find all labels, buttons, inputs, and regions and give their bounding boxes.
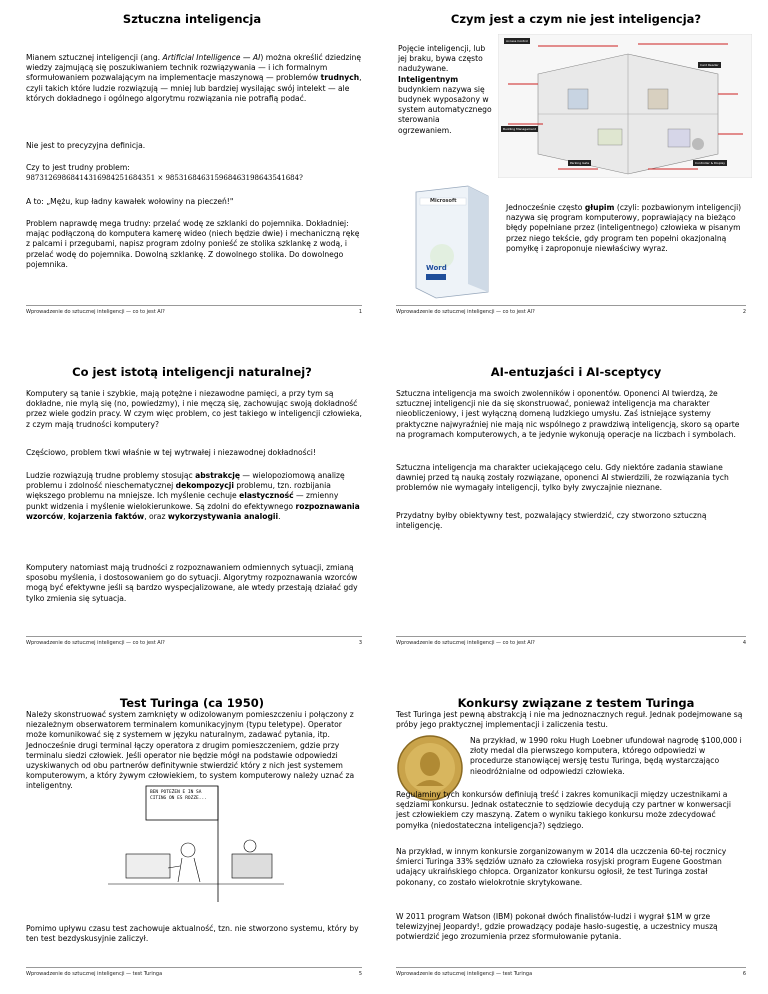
cartoon-caption: BEN POTEŻEN E IN SA CITING ON ES ROZZE... bbox=[150, 790, 207, 801]
footer: Wprowadzenie do sztucznej inteligencji — test Turinga 6 bbox=[396, 967, 746, 977]
slide-5 bbox=[0, 662, 384, 993]
footer: Wprowadzenie do sztucznej inteligencji — co to jest AI? 4 bbox=[396, 636, 746, 646]
building-label: Card Reader bbox=[700, 63, 719, 67]
paragraph: A to: „Mężu, kup ładny kawałek wołowiny na pieczeń!" bbox=[26, 197, 234, 206]
building-label: Building Management bbox=[503, 127, 536, 131]
slide-title: AI-entuzjaści i AI-sceptycy bbox=[490, 365, 662, 379]
slide-2 bbox=[384, 0, 768, 331]
paragraph: Na przykład, w innym konkursie zorganizowanym w 2014 dla uczczenia 60-tej rocznicy śmierci Turinga 33% sędziów uznało za człowieka rosyjski program Eugene Goostman udający ukraińskiego chłopca. Organizator konkursu ogłosił, że test Turinga został pokonany, co zostało wielokrotnie skrytykowane. bbox=[396, 847, 727, 887]
paragraph: Na przykład, w 1990 roku Hugh Loebner ufundował nagrodę $100,000 i złoty medal dla pierwszego komputera, którego odpowiedzi w procedurze stanowiącej wersję testu Turinga, będą wystarczająco nieodróżnialne od odpowiedzi człowieka. bbox=[470, 736, 742, 776]
paragraph: Test Turinga jest pewną abstrakcją i nie ma jednoznacznych reguł. Jednak podejmowane są próby jego praktycznej implementacji i zaliczenia testu. bbox=[396, 710, 743, 730]
paragraph: Regulaminy tych konkursów definiują treść i zakres komunikacji między uczestnikami a sędziami konkursu. Jednak ostatecznie to sędziowie decydują czy partner w konwersacji jest człowiekiem czy maszyną. Zatem o wyniku takiego konkursu może zdecydować pomyłka (niedostateczna inteligencja?) sędziego. bbox=[396, 790, 731, 830]
word-box-image bbox=[404, 184, 496, 300]
slide-title: Test Turinga (ca 1950) bbox=[119, 696, 265, 710]
word-box-product: Word bbox=[426, 264, 447, 272]
paragraph: Czy to jest trudny problem: 98731269868414316984251684351 × 98531684631596846319864354168​4? bbox=[26, 163, 303, 183]
footer: Wprowadzenie do sztucznej inteligencji — co to jest AI? 3 bbox=[26, 636, 362, 646]
paragraph: Nie jest to precyzyjna definicja. bbox=[26, 141, 146, 150]
footer: Wprowadzenie do sztucznej inteligencji — test Turinga 5 bbox=[26, 967, 362, 977]
paragraph: Należy skonstruować system zamknięty w odizolowanym pomieszczeniu i połączony z niezależnym obserwatorem terminalem komunikacyjnym (typu teletype). Operator może komunikować się z systemem w języku naturalnym, zadawać pytania, itp. Jednocześnie drugi terminal łączy operatora z drugim pomieszczeniem, gdzie przy terminalu siedzi człowiek. Jeśli operator nie będzie mógł na podstawie odpowiedzi uzyskiwanych od obu partnerów definitywnie stwierdzić który z nich jest systemem komputerowym, a który żywym człowiekiem, to system komputerowy należy uznać za inteligentny. bbox=[26, 710, 355, 791]
slide-6 bbox=[384, 662, 768, 993]
paragraph: Komputery natomiast mają trudności z rozpoznawaniem odmiennych sytuacji, zmianą sposobu myślenia, i dostosowaniem go do sytuacji. Algorytmy rozpoznawania wzorców mogą być efektywne jeśli są bardzo wyspecjalizowane, ale wtedy przestają działać gdy tylko zmienia się sytuacja. bbox=[26, 563, 358, 603]
turing-test-cartoon bbox=[108, 784, 284, 904]
footer: Wprowadzenie do sztucznej inteligencji — co to jest AI? 1 bbox=[26, 305, 362, 315]
paragraph: Sztuczna inteligencja ma swoich zwolenników i oponentów. Oponenci AI twierdzą, że sztucznej inteligencji nie da się skonstruować, ponieważ inteligencja ma charakter nieobliczeniowy, i jest wyłączną domeną ludzkiego umysłu. Zaś istniejące systemy praktyczne najwyraźniej nie mają nic wspólnego z prawdziwą inteligencją, skoro są oparte na programach komputerowych, a te jedynie wykonują operacje na liczbach i symbolach. bbox=[396, 389, 740, 439]
paragraph: Częściowo, problem tkwi właśnie w tej wytrwałej i niezawodnej dokładności! bbox=[26, 448, 316, 457]
word-box-brand: Microsoft bbox=[430, 198, 457, 204]
paragraph: Pojęcie inteligencji, lub jej braku, bywa często nadużywane. Inteligentnym budynkiem nazywa się budynek wyposażony w system automatycznego sterowania ogrzewaniem. bbox=[398, 44, 492, 135]
slide-title: Sztuczna inteligencja bbox=[122, 12, 262, 26]
paragraph: Problem naprawdę mega trudny: przelać wodę ze szklanki do pojemnika. Dokładniej: mając podłączoną do komputera kamerę wideo (niech będzie dwie) i mechaniczną rękę z palcami i przegubami, napisz program zdolny ponieść ze stolika szklankę z wodą, i przelać wodę do pojemnika. Dowolną szklankę. Z dowolnego stolika. Do dowolnego pojemnika. bbox=[26, 219, 360, 269]
footer: Wprowadzenie do sztucznej inteligencji — co to jest AI? 2 bbox=[396, 305, 746, 315]
paragraph: W 2011 program Watson (IBM) pokonał dwóch finalistów-ludzi i wygrał $1M w grze telewizyjnej Jeopardy!, gdzie prowadzący podaje hasło-sugestię, a uczestnicy muszą potwierdzić jego zrozumienia przez sformułowanie pytania. bbox=[396, 912, 718, 942]
paragraph: Jednocześnie często głupim (czyli: pozbawionym inteligencji) nazywa się program komputerowy, poprawiający na bieżąco błędy popełniane przez (inteligentnego) człowieka w pisanym przez niego tekście, gdy program ten popełni okazjonalną pomyłkę i zaproponuje niewłaściwy wyraz. bbox=[506, 203, 742, 253]
paragraph: Sztuczna inteligencja ma charakter uciekającego celu. Gdy niektóre zadania stawiane dawniej przed tą nauką zostały rozwiązane, oponenci AI stwierdzili, że rozwiązania tych problemów nie wymagały inteligencji, tylko były zwyczajnie nieznane. bbox=[396, 463, 729, 493]
smart-building-diagram bbox=[498, 34, 752, 178]
slide-4 bbox=[384, 331, 768, 662]
paragraph: Pomimo upływu czasu test zachowuje aktualność, tzn. nie stworzono systemu, który by ten test bezdyskusyjnie zaliczył. bbox=[26, 924, 359, 944]
slide-title: Czym jest a czym nie jest inteligencja? bbox=[450, 12, 702, 26]
building-label: Access Control bbox=[506, 39, 529, 43]
building-label: Parking Gate bbox=[570, 161, 590, 165]
paragraph: Mianem sztucznej inteligencji (ang. Artificial Intelligence — AI) można określić dziedzinę wiedzy zajmującą się poszukiwaniem technik rozwiązywania — i ich formalnym sformułowaniem pozwalającym na implementacje maszynową — problemów trudnych, czyli takich które ludzie rozwiązują — mniej lub bardziej wysilając swój intelekt — ale których dokładnego i ogólnego algorytmu rozwiązania nie potrafią podać. bbox=[26, 53, 362, 103]
building-label: Controller & Display bbox=[695, 161, 726, 165]
paragraph: Komputery są tanie i szybkie, mają potężne i niezawodne pamięci, a przy tym są dokładne, nie mylą się (no, powiedzmy), i nie męczą się, zachowując swoją dokładność przez wiele godzin pracy. W czym więc problem, co jest takiego w inteligencji człowieka, z czym mają trudności komputery? bbox=[26, 389, 362, 429]
slide-title: Co jest istotą inteligencji naturalnej? bbox=[72, 365, 312, 379]
slide-1 bbox=[0, 0, 384, 331]
paragraph: Przydatny byłby obiektywny test, pozwalający stwierdzić, czy stworzono sztuczną inteligencję. bbox=[396, 511, 707, 531]
slide-3 bbox=[0, 331, 384, 662]
paragraph: Ludzie rozwiązują trudne problemy stosując abstrakcję — wielopoziomową analizę problemu i zdolność nieschematycznej dekompozycji problemu, tzn. rozbijania większego problemu na mniejsze. Ich myślenie cechuje elastyczność — zmienny punkt widzenia i myślenie wielokierunkowe. Są zdolni do efektywnego rozpoznawania wzorców, kojarzenia faktów, oraz wykorzystywania analogii. bbox=[26, 471, 360, 521]
slide-title: Konkursy związane z testem Turinga bbox=[457, 696, 695, 710]
